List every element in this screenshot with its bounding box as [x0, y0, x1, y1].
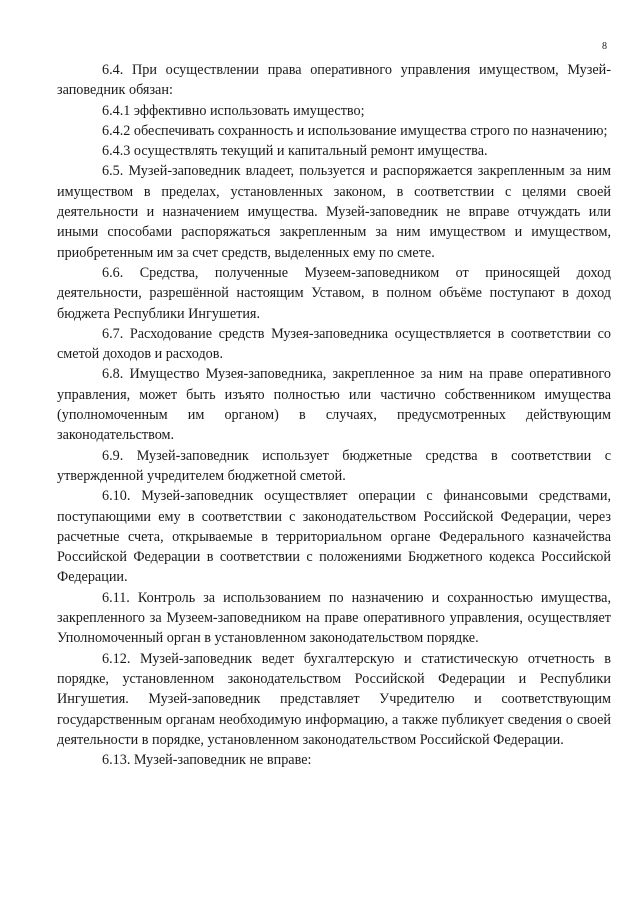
document-body — [57, 60, 611, 770]
paragraph-6-4-2: 6.4.2 обеспечивать сохранность и использование имущества строго по назначению; — [102, 122, 608, 139]
paragraph-6-8: 6.8. Имущество Музея-заповедника, закрепленное за ним на праве оперативного управления, может быть изъято полностью или частично собственником имущества (уполномоченным им органом) в случаях, предусмотренных действующим законодательством. — [57, 366, 611, 444]
paragraph-6-4-3: 6.4.3 осуществлять текущий и капитальный ремонт имущества. — [102, 143, 488, 160]
paragraph-6-10: 6.10. Музей-заповедник осуществляет операции с финансовыми средствами, поступающими ему в соответствии с законодательством Российской Федерации, через расчетные счета, открываемые в территориальном органе Федерального казначейства Российской Федерации в соответствии с положениями Бюджетного кодекса Российской Федерации. — [57, 488, 611, 586]
paragraph-6-12: 6.12. Музей-заповедник ведет бухгалтерскую и статистическую отчетность в порядке, установленном законодательством Российской Федерации и Республики Ингушетия. Музей-заповедник представляет Учредителю и соответствующим государственным органам необходимую информацию, а также публикует сведения о своей деятельности в порядке, установленном законодательством Российской Федерации. — [57, 650, 611, 748]
paragraph-6-5: 6.5. Музей-заповедник владеет, пользуется и распоряжается закрепленным за ним имуществом в пределах, установленных законом, в соответствии с целями своей деятельности и назначением имущества. Музей-заповедник не вправе отчуждать или иными способами распоряжаться закрепленным за ним имуществом и имуществом, приобретенным им за счет средств, выделенных ему по смете. — [57, 163, 611, 261]
page-number: 8 — [602, 41, 607, 52]
paragraph-6-7: 6.7. Расходование средств Музея-заповедника осуществляется в соответствии со сметой доходов и расходов. — [57, 325, 611, 363]
paragraph-6-4: 6.4. При осуществлении права оперативного управления имуществом, Музей-заповедник обязан: — [57, 62, 611, 99]
paragraph-6-11: 6.11. Контроль за использованием по назначению и сохранностью имущества, закрепленного за Музеем-заповедником на праве оперативного управления, осуществляет Уполномоченный орган в установленном законодательством порядке. — [57, 589, 611, 647]
paragraph-6-9: 6.9. Музей-заповедник использует бюджетные средства в соответствии с утвержденной учредителем бюджетной сметой. — [57, 447, 611, 484]
paragraph-6-6: 6.6. Средства, полученные Музеем-заповедником от приносящей доход деятельности, разрешённой настоящим Уставом, в полном объёме поступают в доход бюджета Республики Ингушетия. — [57, 264, 611, 322]
paragraph-6-4-1: 6.4.1 эффективно использовать имущество; — [102, 102, 365, 119]
paragraph-6-13: 6.13. Музей-заповедник не вправе: — [102, 752, 312, 769]
